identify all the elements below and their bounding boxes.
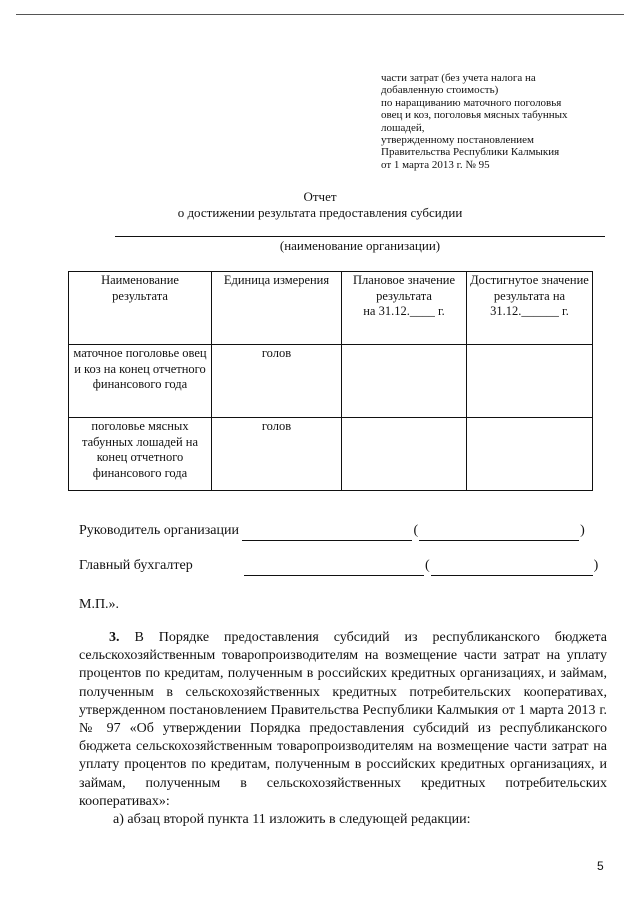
header-unit: Единица измерения bbox=[212, 272, 342, 345]
cell-achieved-value bbox=[467, 345, 593, 418]
header-result-name: Наименование результата bbox=[69, 272, 212, 345]
annex-line: по наращиванию маточного поголовья bbox=[381, 96, 562, 109]
accountant-name-blank bbox=[431, 557, 593, 576]
amendment-text bbox=[79, 629, 607, 829]
table-row bbox=[69, 345, 593, 418]
stamp-placeholder: М.П.». bbox=[79, 597, 120, 612]
cell-planned-value bbox=[342, 418, 467, 491]
close-paren: ) bbox=[593, 558, 599, 573]
report-title: Отчет bbox=[303, 189, 337, 204]
annex-line: овец и коз, поголовья мясных табунных bbox=[381, 109, 568, 122]
report-subtitle: о достижении результата предоставления субсидии bbox=[177, 205, 463, 220]
paragraph-number: 3. bbox=[109, 630, 120, 645]
head-name-blank bbox=[419, 522, 579, 541]
header-planned-period: на 31.12.____ г. bbox=[363, 304, 445, 318]
annex-line: от 1 марта 2013 г. № 95 bbox=[381, 158, 490, 171]
header-achieved-label: Достигнутое значение результата на bbox=[470, 273, 589, 303]
paragraph: а) абзац второй пункта 11 изложить в следующей редакции: bbox=[113, 812, 471, 828]
page-number: 5 bbox=[597, 859, 604, 873]
annex-line: лошадей, bbox=[381, 121, 425, 134]
close-paren: ) bbox=[580, 523, 585, 538]
header-planned-label: Плановое значение результата bbox=[352, 273, 456, 303]
accountant-signature-line bbox=[79, 557, 599, 576]
top-rule bbox=[16, 14, 624, 15]
table-row bbox=[69, 418, 593, 491]
accountant-signature-label: Главный бухгалтер bbox=[79, 558, 193, 573]
table-header-row bbox=[69, 272, 593, 345]
annex-line: Правительства Республики Калмыкия bbox=[381, 146, 560, 159]
cell-unit: голов bbox=[212, 418, 342, 491]
paragraph-text: В Порядке предоставления субсидий из республиканского бюджета сельскохозяйственным товаропроизводителям на возмещение части затрат на уплату процентов по кредитам, полученным в российских кредитных организациях, и займам, полученным в сельскохозяйственных кредитных потребительских кооперативах, утвержденном постановлением Правительства Республики Калмыкия от 1 марта 2013 г. № 97 «Об утверждении Порядка предоставления субсидий из республиканского бюджета сельскохозяйственным товаропроизводителям на возмещение части затрат на уплату процентов по кредитам, полученным в российских кредитных организациях, и займам, полученным в сельскохозяйственных кредитных потребительских кооперативах»: bbox=[79, 630, 607, 809]
cell-unit: голов bbox=[212, 345, 342, 418]
open-paren: ( bbox=[413, 523, 419, 538]
header-planned-value bbox=[342, 272, 467, 345]
head-signature-blank bbox=[242, 522, 412, 541]
open-paren: ( bbox=[425, 558, 430, 573]
cell-result-name: маточное поголовье овец и коз на конец отчетного финансового года bbox=[69, 345, 212, 418]
organization-caption: (наименование организации) bbox=[279, 238, 441, 253]
header-achieved-value bbox=[467, 272, 593, 345]
head-signature-line bbox=[79, 522, 586, 541]
paragraph bbox=[79, 629, 607, 811]
cell-planned-value bbox=[342, 345, 467, 418]
annex-line: части затрат (без учета налога на bbox=[381, 72, 536, 84]
organization-name-line bbox=[115, 236, 605, 237]
annex-reference bbox=[381, 72, 611, 171]
results-table bbox=[68, 271, 593, 491]
cell-achieved-value bbox=[467, 418, 593, 491]
annex-line: утвержденному постановлением bbox=[381, 134, 534, 147]
accountant-signature-blank bbox=[244, 557, 424, 576]
header-achieved-period: 31.12.______ г. bbox=[490, 304, 569, 318]
annex-line: добавленную стоимость) bbox=[381, 84, 499, 97]
cell-result-name: поголовье мясных табунных лошадей на конец отчетного финансового года bbox=[69, 418, 212, 491]
head-signature-label: Руководитель организации bbox=[79, 523, 239, 538]
